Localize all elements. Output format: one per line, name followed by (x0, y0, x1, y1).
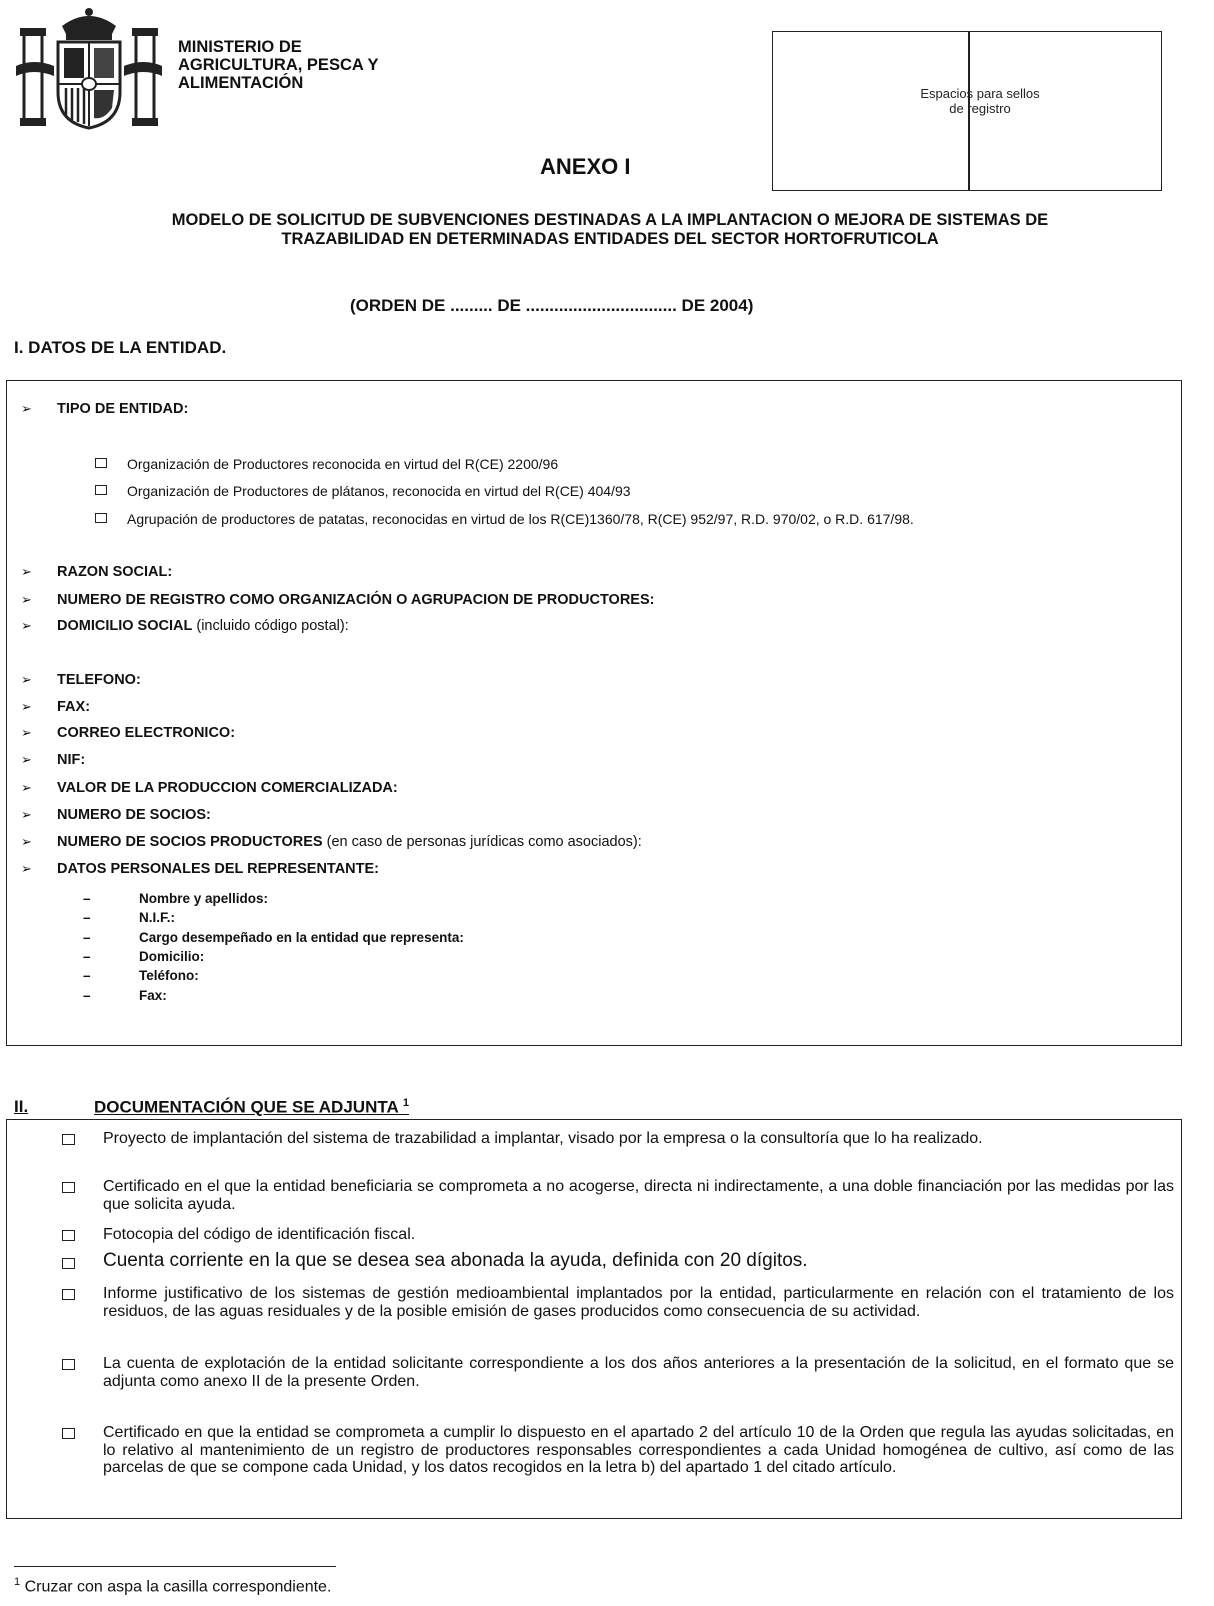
footnote: $^1$ Cruzar con aspa la casilla correspondiente. (14, 1576, 332, 1596)
arrow-bullet-icon: ➢ (21, 672, 32, 687)
arrow-bullet-icon: ➢ (21, 592, 32, 607)
representante-field: – Domicilio: (83, 949, 205, 964)
ministry-name (178, 38, 378, 92)
coat-of-arms-icon (14, 4, 164, 130)
checkbox[interactable] (62, 1359, 75, 1370)
representante-field: – Cargo desempeñado en la entidad que representa: (83, 930, 464, 945)
arrow-bullet-icon: ➢ (21, 725, 32, 740)
arrow-bullet-icon: ➢ (21, 861, 32, 876)
document-item[interactable]: Informe justificativo de los sistemas de gestión medioambiental implantados por la entidad, particularmente en relación con el tratamiento de los residuos, de las aguas residuales y de la posible emisión de gases producidos como consecuencia de su actividad. (62, 1285, 1174, 1320)
dash-bullet: – (83, 988, 91, 1003)
field-domicilio: ➢ DOMICILIO SOCIAL (incluido código postal): (21, 618, 349, 634)
section-1-title: I. DATOS DE LA ENTIDAD. (14, 338, 227, 357)
documents-box (6, 1119, 1182, 1519)
annex-title: ANEXO I (540, 154, 631, 179)
form-title: MODELO DE SOLICITUD DE SUBVENCIONES DESTINADAS A LA IMPLANTACION O MEJORA DE SISTEMAS DE TRAZABILIDAD EN DETERMINADAS ENTIDADES DEL SECTOR HORTOFRUTICOLA (171, 211, 1049, 248)
dash-bullet: – (83, 910, 91, 925)
footnote-ref: 1 (402, 1097, 409, 1109)
field-socios-productores: ➢ NUMERO DE SOCIOS PRODUCTORES (en caso de personas jurídicas como asociados): (21, 834, 642, 850)
checkbox[interactable] (62, 1289, 75, 1300)
dash-bullet: – (83, 968, 91, 983)
representante-field: – Teléfono: (83, 968, 199, 983)
field-datos-representante: ➢ DATOS PERSONALES DEL REPRESENTANTE: (21, 861, 379, 877)
ministry-line: ALIMENTACIÓN (178, 74, 304, 92)
document-item[interactable]: Certificado en que la entidad se comprometa a cumplir lo dispuesto en el apartado 2 del artículo 10 de la Orden que regula las ayudas solicitadas, en lo relativo al mantenimiento de un registro de productores responsables correspondientes a cada Unidad homogénea de cultivo, así como de las parcelas de que se compone cada Unidad, y los datos recogidos en la letra b) del apartado 1 del citado artículo. (62, 1424, 1174, 1477)
document-item[interactable]: Fotocopia del código de identificación fiscal. (62, 1226, 1174, 1244)
tipo-option[interactable]: Organización de Productores de plátanos, reconocida en virtud del R(CE) 404/93 (95, 483, 631, 499)
document-item[interactable]: La cuenta de explotación de la entidad solicitante correspondiente a los dos años anteriores a la presentación de la solicitud, en el formato que se adjunta como anexo II de la presente Orden. (62, 1355, 1174, 1390)
arrow-bullet-icon: ➢ (21, 618, 32, 633)
representante-field: – Nombre y apellidos: (83, 891, 269, 906)
checkbox[interactable] (62, 1230, 75, 1241)
arrow-bullet-icon: ➢ (21, 807, 32, 822)
section-2-title: DOCUMENTACIÓN QUE SE ADJUNTA $^1$ (94, 1097, 409, 1117)
field-telefono: ➢ TELEFONO: (21, 672, 141, 688)
footnote-separator (14, 1566, 336, 1567)
entity-data-box (6, 380, 1182, 1046)
arrow-bullet-icon: ➢ (21, 401, 32, 416)
field-tipo-entidad: ➢ TIPO DE ENTIDAD: (21, 401, 189, 417)
field-numero-registro: ➢ NUMERO DE REGISTRO COMO ORGANIZACIÓN O AGRUPACION DE PRODUCTORES: (21, 592, 655, 608)
checkbox[interactable] (95, 485, 107, 495)
document-item[interactable]: Certificado en el que la entidad beneficiaria se comprometa a no acogerse, directa ni indirectamente, a una doble financiación por las medidas por las que solicita ayuda. (62, 1178, 1174, 1213)
checkbox[interactable] (62, 1182, 75, 1193)
tipo-option[interactable]: Organización de Productores reconocida en virtud del R(CE) 2200/96 (95, 456, 558, 472)
field-fax: ➢ FAX: (21, 699, 91, 715)
representante-field: – Fax: (83, 988, 167, 1003)
order-reference: (ORDEN DE ......... DE ................................ DE 2004) (350, 296, 754, 315)
arrow-bullet-icon: ➢ (21, 834, 32, 849)
document-item[interactable]: Proyecto de implantación del sistema de trazabilidad a implantar, visado por la empresa o la consultoría que lo ha realizado. (62, 1130, 1174, 1148)
field-valor-produccion: ➢ VALOR DE LA PRODUCCION COMERCIALIZADA: (21, 780, 398, 796)
arrow-bullet-icon: ➢ (21, 780, 32, 795)
section-2-number: II. (14, 1097, 29, 1116)
ministry-line: AGRICULTURA, PESCA Y (178, 56, 379, 74)
dash-bullet: – (83, 949, 91, 964)
checkbox[interactable] (95, 458, 107, 468)
checkbox[interactable] (62, 1428, 75, 1439)
document-item[interactable]: Cuenta corriente en la que se desea sea abonada la ayuda, definida con 20 dígitos. (62, 1252, 1174, 1270)
stamp-label: Espacios para sellos de registro (920, 86, 1040, 116)
arrow-bullet-icon: ➢ (21, 564, 32, 579)
dash-bullet: – (83, 930, 91, 945)
ministry-line: MINISTERIO DE (178, 38, 302, 56)
dash-bullet: – (83, 891, 91, 906)
field-correo: ➢ CORREO ELECTRONICO: (21, 725, 236, 741)
checkbox[interactable] (62, 1134, 75, 1145)
arrow-bullet-icon: ➢ (21, 752, 32, 767)
tipo-option[interactable]: Agrupación de productores de patatas, reconocidas en virtud de los R(CE)1360/78, R(CE) 952/97, R.D. 970/02, o R.D. 617/98. (95, 511, 914, 527)
field-razon-social: ➢ RAZON SOCIAL: (21, 564, 173, 580)
field-nif: ➢ NIF: (21, 752, 86, 768)
checkbox[interactable] (95, 513, 107, 523)
representante-field: – N.I.F.: (83, 910, 175, 925)
checkbox[interactable] (62, 1258, 75, 1269)
field-numero-socios: ➢ NUMERO DE SOCIOS: (21, 807, 211, 823)
arrow-bullet-icon: ➢ (21, 699, 32, 714)
